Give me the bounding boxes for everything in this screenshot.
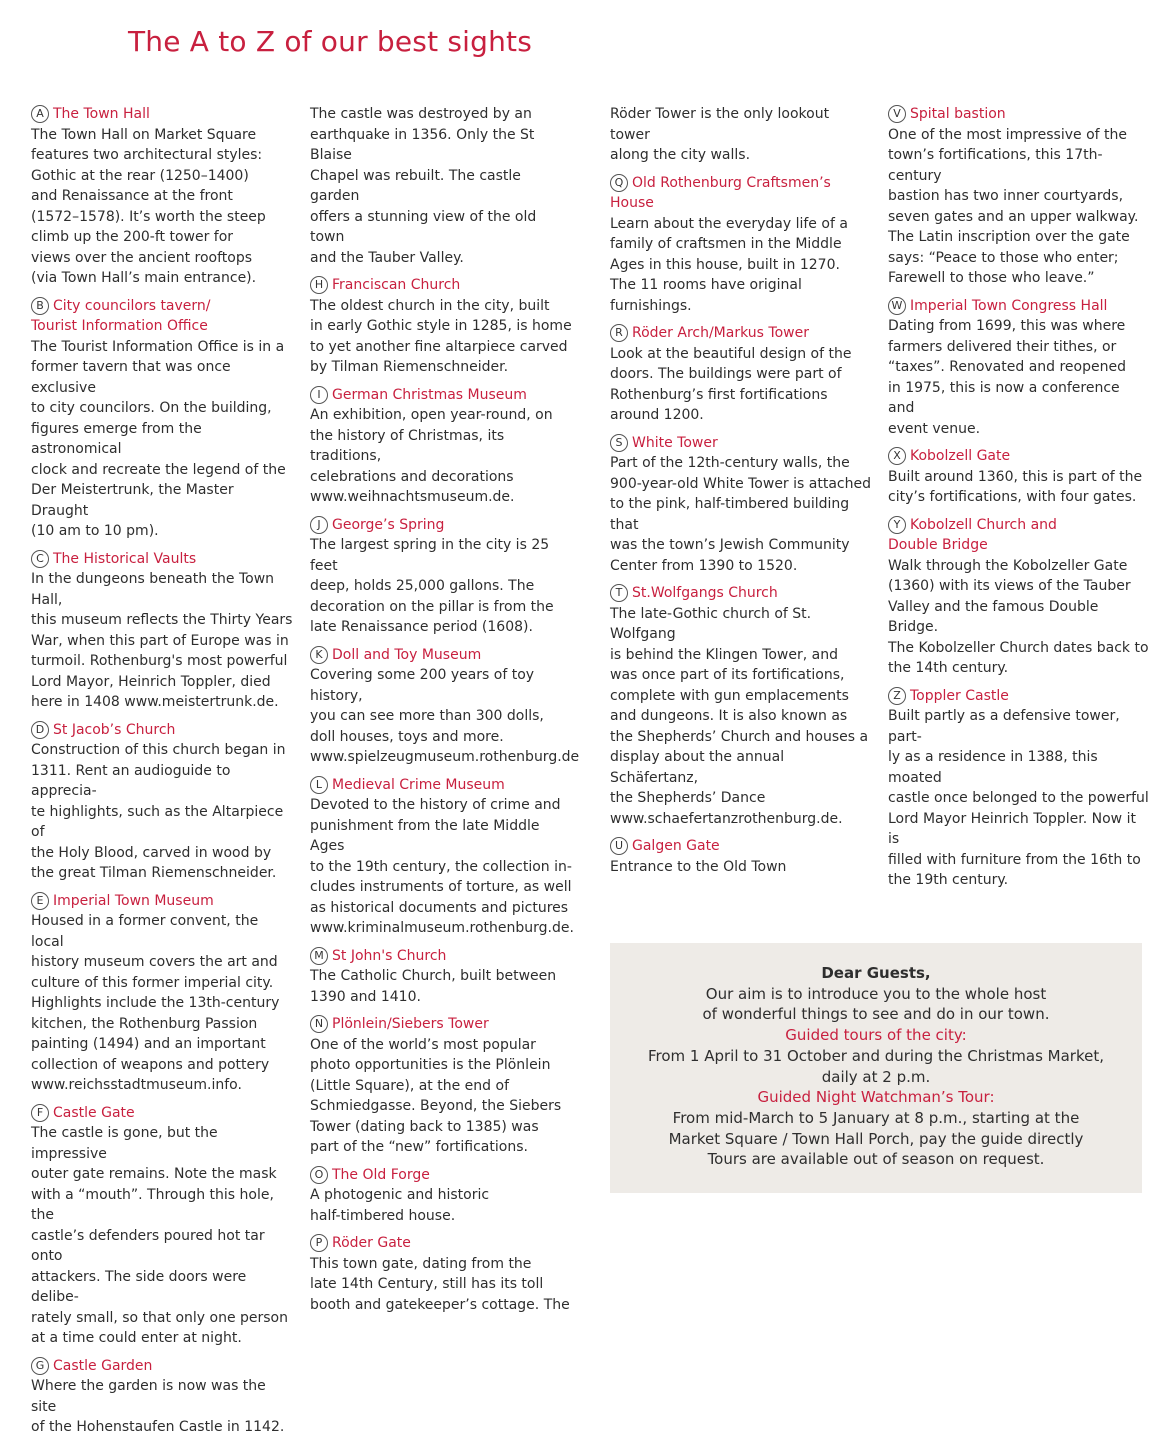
sight-title: Castle Gate xyxy=(53,1104,135,1121)
sight-title: Spital bastion xyxy=(910,106,1006,122)
sight-entry xyxy=(310,1165,572,1227)
sight-heading xyxy=(310,946,572,967)
letter-badge: T xyxy=(610,584,628,602)
sight-title: The Town Hall xyxy=(53,106,150,122)
sight-heading xyxy=(310,385,572,406)
sight-title: White Tower xyxy=(632,434,718,451)
letter-badge: R xyxy=(610,324,628,342)
night-tour-text: From mid-March to 5 January at 8 p.m., starting at the Market Square / Town Hall Porch, pay the guide directly Tours are available out of season on request. xyxy=(668,1108,1084,1169)
sight-entry xyxy=(310,1233,572,1315)
sight-heading xyxy=(31,1356,293,1377)
sight-description: A photogenic and historic half-timbered house. xyxy=(310,1187,490,1224)
sight-heading xyxy=(31,1103,293,1124)
sight-entry xyxy=(610,583,872,829)
sight-entry xyxy=(31,1356,293,1438)
sight-entry xyxy=(610,173,872,317)
sight-description: This town gate, dating from the late 14th Century, still has its toll booth and gatekeeper’s cottage. The xyxy=(310,1255,570,1313)
letter-badge: H xyxy=(310,276,328,294)
letter-badge: N xyxy=(310,1015,328,1033)
sight-description: Construction of this church began in 1311. Rent an audioguide to apprecia- te highlights, such as the Altarpiece of the Holy Blood, carved in wood by the great Tilman Riemenschneider. xyxy=(31,742,286,881)
letter-badge: M xyxy=(310,947,328,965)
letter-badge: P xyxy=(310,1234,328,1252)
letter-badge: Z xyxy=(888,687,906,705)
letter-badge: V xyxy=(888,105,906,123)
sight-description: Look at the beautiful design of the doors. The buildings were part of Rothenburg’s first fortifications around 1200. xyxy=(610,345,852,423)
guest-info-box xyxy=(610,943,1142,1193)
sight-heading xyxy=(610,836,872,857)
letter-badge: Y xyxy=(888,516,906,534)
guest-greeting: Dear Guests, xyxy=(821,964,931,982)
sight-heading xyxy=(888,446,1150,467)
sights-column-3 xyxy=(610,104,872,884)
letter-badge: C xyxy=(31,550,49,568)
sight-title: German Christmas Museum xyxy=(332,386,527,403)
letter-badge: U xyxy=(610,837,628,855)
sight-entry xyxy=(310,946,572,1008)
sight-description: One of the most impressive of the town’s fortifications, this 17th-century bastion has two inner courtyards, seven gates and an upper walkway. The Latin inscription over the gate says: “Peace to those who enter; Farewell to those who leave.” xyxy=(888,126,1139,286)
sight-entry xyxy=(31,104,293,289)
sight-description: The Tourist Information Office is in a former tavern that was once exclusive to city councilors. On the building, figures emerge from the astronomical clock and recreate the legend of the Der Meistertrunk, the Master Draught (10 am to 10 pm). xyxy=(31,338,286,539)
sight-description: Röder Tower is the only lookout tower along the city walls. xyxy=(610,106,830,163)
sight-title: St John's Church xyxy=(332,947,447,964)
sight-entry xyxy=(310,775,572,939)
tours-heading: Guided tours of the city: xyxy=(785,1026,967,1045)
sight-entry xyxy=(610,323,872,426)
sight-heading xyxy=(888,296,1150,317)
sight-description: Walk through the Kobolzeller Gate (1360) with its views of the Tauber Valley and the famous Double Bridge. The Kobolzeller Church dates back to the 14th century. xyxy=(888,557,1149,676)
sight-description: Built partly as a defensive tower, part- ly as a residence in 1388, this moated castle once belonged to the powerful Lord Mayor Heinrich Toppler. Now it is filled with furniture from the 16th to the 19th century. xyxy=(888,708,1149,888)
sight-title: Franciscan Church xyxy=(332,277,461,293)
sight-entry xyxy=(31,720,293,884)
letter-badge: A xyxy=(31,105,49,123)
sight-description: Built around 1360, this is part of the city’s fortifications, with four gates. xyxy=(888,468,1143,505)
letter-badge: D xyxy=(31,721,49,739)
sight-title: Plönlein/Siebers Tower xyxy=(332,1016,489,1032)
letter-badge: W xyxy=(888,297,906,315)
night-tour-heading: Guided Night Watchman’s Tour: xyxy=(757,1088,995,1107)
tours-text: From 1 April to 31 October and during the Christmas Market, daily at 2 p.m. xyxy=(647,1046,1105,1086)
sight-description: Devoted to the history of crime and punishment from the late Middle Ages to the 19th century, the collection in- cludes instruments of torture, as well as historical documents and pictures www.kriminalmuseum.rothenburg.de. xyxy=(310,797,574,936)
sight-entry xyxy=(310,275,572,378)
sight-title: Kobolzell Church and Double Bridge xyxy=(888,516,1057,553)
sight-title: George’s Spring xyxy=(332,516,445,533)
sight-description: The largest spring in the city is 25 feet deep, holds 25,000 gallons. The decoration on the pillar is from the late Renaissance period (1608). xyxy=(310,537,554,635)
sight-description: In the dungeons beneath the Town Hall, this museum reflects the Thirty Years War, when this part of Europe was in turmoil. Rothenburg's most powerful Lord Mayor, Heinrich Toppler, died here in 1408 www.meistertrunk.de. xyxy=(31,571,293,710)
sight-title: Kobolzell Gate xyxy=(910,448,1011,464)
letter-badge: E xyxy=(31,892,49,910)
sight-title: Old Rothenburg Craftsmen’s House xyxy=(610,174,831,211)
sight-entry xyxy=(610,836,872,877)
sight-entry xyxy=(610,433,872,577)
sight-title: St Jacob’s Church xyxy=(53,721,176,738)
letter-badge: B xyxy=(31,297,49,315)
sight-title: The Old Forge xyxy=(332,1166,430,1183)
letter-badge: S xyxy=(610,434,628,452)
sight-entry xyxy=(610,104,872,166)
sight-title: Imperial Town Museum xyxy=(53,892,214,909)
sight-description: The late-Gothic church of St. Wolfgang is behind the Klingen Tower, and was once part of its fortifications, complete with gun emplacements and dungeons. It is also known as the Shepherds’ Church and houses a display about the annual Schäfertanz, the Shepherds’ Dance www.schaefertanzrothenburg.de. xyxy=(610,605,869,827)
sight-entry xyxy=(31,549,293,713)
sight-description: The castle was destroyed by an earthquake in 1356. Only the St Blaise Chapel was rebuilt. The castle garden offers a stunning view of the old town and the Tauber Valley. xyxy=(310,106,537,266)
sight-heading xyxy=(310,1014,572,1035)
letter-badge: I xyxy=(310,386,328,404)
sight-heading xyxy=(31,720,293,741)
sight-entry xyxy=(310,104,572,268)
sight-title: Röder Arch/Markus Tower xyxy=(632,325,809,341)
sight-title: Doll and Toy Museum xyxy=(332,646,482,663)
sight-description: Dating from 1699, this was where farmers delivered their tithes, or “taxes”. Renovated and reopened in 1975, this is now a conference and event venue. xyxy=(888,318,1126,437)
sight-entry xyxy=(31,296,293,542)
sight-heading xyxy=(610,173,872,214)
sight-title: Galgen Gate xyxy=(632,838,720,854)
guest-intro: Our aim is to introduce you to the whole host of wonderful things to see and do in our town. xyxy=(702,984,1050,1024)
sight-heading xyxy=(888,104,1150,125)
sight-heading xyxy=(310,515,572,536)
sight-heading xyxy=(310,275,572,296)
sight-entry xyxy=(888,296,1150,440)
sight-title: Medieval Crime Museum xyxy=(332,776,505,793)
sight-heading xyxy=(888,515,1150,556)
sight-description: The oldest church in the city, built in early Gothic style in 1285, is home to yet another fine altarpiece carved by Tilman Riemenschneider. xyxy=(310,297,572,375)
sight-description: Entrance to the Old Town xyxy=(610,858,787,875)
sight-title: City councilors tavern/ Tourist Information Office xyxy=(31,297,211,334)
sight-title: The Historical Vaults xyxy=(53,550,197,567)
sight-heading xyxy=(31,104,293,125)
sight-description: Learn about the everyday life of a family of craftsmen in the Middle Ages in this house, built in 1270. The 11 rooms have original furnishings. xyxy=(610,215,848,314)
sight-entry xyxy=(31,1103,293,1349)
sights-column-4 xyxy=(888,104,1150,898)
sight-entry xyxy=(888,104,1150,289)
sight-entry xyxy=(310,515,572,638)
sight-heading xyxy=(888,686,1150,707)
sight-title: St.Wolfgangs Church xyxy=(632,585,778,601)
letter-badge: X xyxy=(888,447,906,465)
sights-column-2 xyxy=(310,104,580,1322)
sight-entry xyxy=(310,385,572,508)
sights-column-1 xyxy=(31,104,293,1445)
sight-entry xyxy=(310,1014,572,1158)
sight-title: Röder Gate xyxy=(332,1235,411,1251)
letter-badge: F xyxy=(31,1104,49,1122)
sight-heading xyxy=(31,296,293,337)
letter-badge: L xyxy=(310,776,328,794)
sight-entry xyxy=(888,686,1150,891)
sight-heading xyxy=(310,1233,572,1254)
sight-description: Covering some 200 years of toy history, you can see more than 300 dolls, doll houses, toys and more. www.spielzeugmuseum.rothenburg.de xyxy=(310,667,580,765)
letter-badge: G xyxy=(31,1357,49,1375)
sight-heading xyxy=(310,645,572,666)
sight-heading xyxy=(31,891,293,912)
sight-entry xyxy=(31,891,293,1096)
sight-description: The Catholic Church, built between 1390 and 1410. xyxy=(310,968,557,1005)
sight-description: An exhibition, open year-round, on the history of Christmas, its traditions, celebrations and decorations www.weihnachtsmuseum.de. xyxy=(310,407,553,505)
sight-heading xyxy=(310,775,572,796)
page-title: The A to Z of our best sights xyxy=(128,24,533,58)
sight-description: Where the garden is now was the site of the Hohenstaufen Castle in 1142. xyxy=(31,1378,285,1435)
sight-description: The Town Hall on Market Square features two architectural styles: Gothic at the rear (1250–1400) and Renaissance at the front (1572–1578). It’s worth the steep climb up the 200-ft tower for views over the ancient rooftops (via Town Hall’s main entrance). xyxy=(31,126,266,286)
sight-description: Part of the 12th-century walls, the 900-year-old White Tower is attached to the pink, half-timbered building that was the town’s Jewish Community Center from 1390 to 1520. xyxy=(610,455,871,574)
letter-badge: K xyxy=(310,646,328,664)
letter-badge: J xyxy=(310,516,328,534)
sight-title: Imperial Town Congress Hall xyxy=(910,297,1108,314)
sight-entry xyxy=(888,446,1150,508)
letter-badge: Q xyxy=(610,174,628,192)
sight-entry xyxy=(888,515,1150,679)
sight-description: One of the world’s most popular photo opportunities is the Plönlein (Little Square), at the end of Schmiedgasse. Beyond, the Siebers Tower (dating back to 1385) was part of the “new” fortifications. xyxy=(310,1036,562,1155)
sight-heading xyxy=(610,323,872,344)
sight-heading xyxy=(31,549,293,570)
sight-heading xyxy=(610,433,872,454)
sight-heading xyxy=(610,583,872,604)
sight-description: The castle is gone, but the impressive outer gate remains. Note the mask with a “mouth”. Through this hole, the castle’s defenders poured hot tar onto attackers. The side doors were delibe- rately small, so that only one person at a time could enter at night. xyxy=(31,1125,288,1346)
sight-title: Castle Garden xyxy=(53,1357,153,1374)
sight-entry xyxy=(310,645,580,768)
sight-description: Housed in a former convent, the local history museum covers the art and culture of this former imperial city. Highlights include the 13th-century kitchen, the Rothenburg Passion painting (1494) and an important collection of weapons and pottery www.reichsstadtmuseum.info. xyxy=(31,913,280,1093)
letter-badge: O xyxy=(310,1166,328,1184)
sight-heading xyxy=(310,1165,572,1186)
sight-title: Toppler Castle xyxy=(910,687,1009,704)
